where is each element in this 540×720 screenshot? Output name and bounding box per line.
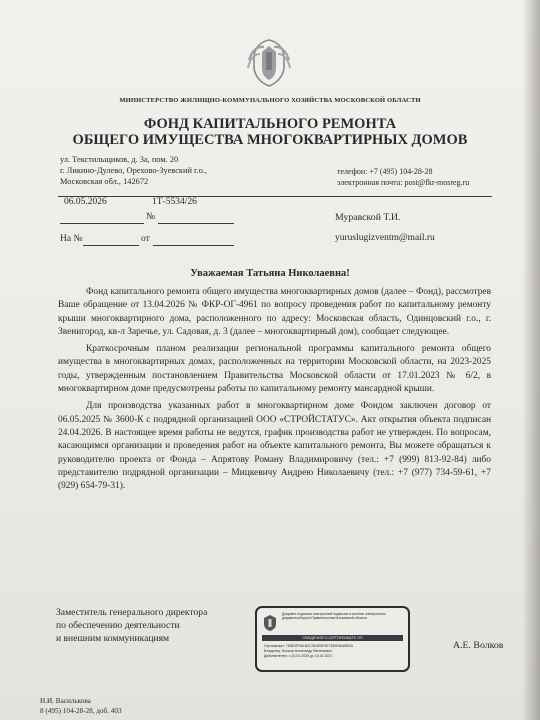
page-shadow-edge: [522, 0, 540, 720]
letter-body: [58, 286, 491, 497]
recipient-email: yuruslugizventm@mail.ru: [335, 233, 435, 243]
email-text: электронная почта: post@fkr-mosreg.ru: [337, 178, 470, 187]
phone-text: телефон: +7 (495) 104-28-28: [337, 167, 433, 176]
reference-from-label: от: [141, 234, 150, 244]
address-line: г. Ликино-Дулево, Орехово-Зуевский г.о.,: [60, 166, 208, 175]
signer-name: А.Е. Волков: [453, 640, 504, 651]
position-line: по обеспечению деятельности: [56, 620, 180, 631]
reference-date-underline: [153, 245, 234, 246]
body-paragraph: Для производства указанных работ в многоквартирном доме Фондом заключен договор от 06.05.2025 № 3600-К с подрядной организацией ООО «СТРОЙСТАТУС». Акт открытия объекта подписан 24.04.2026. В настоящее время работы не ведутся, график производства работ не утвержден. По вопросам, касающимся организации и проведения работ на объекте капитального ремонта, Вы можете обращаться к руководителю проекта от Фонда – Апрятову Роману Владимировичу (тел.: +7 (999) 813-92-84) либо представителю подрядной организации – Мицкевичу Андрею Николаевичу (тел.: +7 (977) 734-59-61, +7 (929) 654-79-31).: [58, 401, 491, 492]
electronic-signature-stamp: [255, 606, 410, 672]
reference-label: На №: [60, 234, 83, 244]
fund-title-line2: ОБЩЕГО ИМУЩЕСТВА МНОГОКВАРТИРНЫХ ДОМОВ: [72, 132, 468, 148]
date-underline: [60, 223, 144, 224]
reference-number-underline: [83, 245, 139, 246]
signer-position: [56, 606, 207, 645]
emblem-small-icon: [262, 614, 278, 632]
moscow-region-emblem-icon: [246, 38, 292, 88]
fund-title-line1: ФОНД КАПИТАЛЬНОГО РЕМОНТА: [143, 116, 397, 132]
position-line: и внешним коммуникациям: [56, 633, 170, 644]
position-line: Заместитель генерального директора: [56, 607, 208, 618]
greeting: Уважаемая Татьяна Николаевна!: [190, 268, 350, 279]
sender-address: [60, 154, 207, 187]
owner-line: Владелец: Волков Александр Евгеньевич: [264, 649, 332, 653]
body-paragraph: Краткосрочным планом реализации региональной программы капитального ремонта общего имущества в многоквартирных домах, расположенных на территории Московской области, на 2023-2025 годы, утвержденным постановлением Правительства Московской области от 17.01.2023 № 6/2, в многоквартирном доме предусмотрены работы по капитальному ремонту мансардной крыши.: [58, 344, 491, 395]
registration-date: 06.05.2026: [64, 197, 107, 207]
header-rule: [58, 196, 492, 197]
validity-line: Действителен: с 10.02.2026 до 10.02.2027: [264, 654, 333, 658]
performer-info: [40, 696, 122, 716]
performer-name: Н.И. Василькова: [40, 697, 91, 705]
certificate-line: Сертификат: 7D8E9F0A1B2C3D4E5F60718293A4B5C6: [264, 644, 354, 648]
ministry-name: МИНИСТЕРСТВО ЖИЛИЩНО-КОММУНАЛЬНОГО ХОЗЯЙСТВА МОСКОВСКОЙ ОБЛАСТИ: [119, 97, 421, 104]
body-paragraph: Фонд капитального ремонта общего имущества многоквартирных домов (далее – Фонд), рассмотрев Ваше обращение от 13.04.2026 № ФКР-ОГ-4961 по вопросу проведения работ по капитальному ремонту крыши многоквартирного дома, расположенного по адресу: Московская область, Одинцовский г.о., г. Звенигород, кв-л Заречье, ул. Садовая, д. 3 (далее – многоквартирный дом), сообщает следующее.: [58, 287, 491, 337]
stamp-band: СВЕДЕНИЯ О СЕРТИФИКАТЕ ЭП: [262, 635, 403, 641]
stamp-details: [264, 644, 404, 659]
registration-number: 1Т-5534/26: [152, 197, 197, 207]
recipient-name: Муравской Т.И.: [335, 212, 401, 223]
address-line: ул. Текстильщиков, д. 3а, пом. 20: [60, 155, 179, 164]
performer-phone: 8 (495) 104-28-28, доб. 403: [40, 707, 122, 715]
address-line: Московская обл., 142672: [60, 177, 149, 186]
sender-contacts: [337, 166, 469, 188]
number-underline: [158, 223, 234, 224]
stamp-notice: Документ подписан электронной подписью в системе электронного документооборота Правительства Московской области: [282, 612, 386, 621]
number-sign: №: [146, 212, 156, 222]
